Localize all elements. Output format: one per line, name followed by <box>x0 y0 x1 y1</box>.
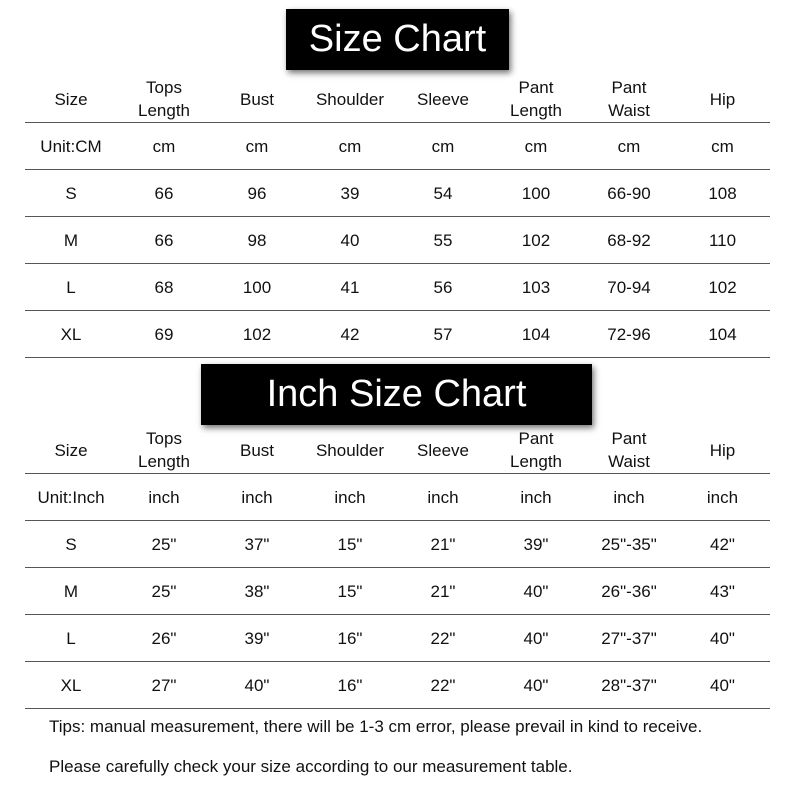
table-cell: 40 <box>303 217 397 264</box>
table-cell: 37" <box>211 521 303 568</box>
column-header <box>489 427 583 474</box>
size-label-cell: L <box>25 615 117 662</box>
table-cell: 42" <box>675 521 770 568</box>
table-cell: inch <box>489 474 583 521</box>
table-cell: 39" <box>489 521 583 568</box>
table-cell: 26"-36" <box>583 568 675 615</box>
size-label-cell: L <box>25 264 117 311</box>
table-cell: 54 <box>397 170 489 217</box>
table-cell: cm <box>583 123 675 170</box>
column-header-line: Hip <box>709 440 736 460</box>
table-cell: 41 <box>303 264 397 311</box>
table-cell: 40" <box>675 662 770 709</box>
size-label-cell: M <box>25 568 117 615</box>
size-label-cell: M <box>25 217 117 264</box>
table-cell: 25" <box>117 568 211 615</box>
table-cell: inch <box>675 474 770 521</box>
table-cell: 38" <box>211 568 303 615</box>
size-chart-inch-table <box>25 427 770 709</box>
table-cell: 104 <box>675 311 770 358</box>
table-cell: inch <box>211 474 303 521</box>
table-cell: inch <box>397 474 489 521</box>
table-cell: cm <box>489 123 583 170</box>
table-cell: cm <box>117 123 211 170</box>
column-header <box>211 427 303 474</box>
column-header <box>583 76 675 123</box>
header-row <box>25 76 770 123</box>
column-header <box>303 76 397 123</box>
size-label-cell: Unit:Inch <box>25 474 117 521</box>
column-header-line: Size <box>54 440 88 460</box>
column-header <box>397 427 489 474</box>
table-cell: 57 <box>397 311 489 358</box>
unit-row <box>25 474 770 521</box>
table-cell: cm <box>211 123 303 170</box>
column-header-line: Waist <box>608 101 650 120</box>
size-label-cell: S <box>25 521 117 568</box>
table-cell: 15" <box>303 568 397 615</box>
check-size-note: Please carefully check your size according to our measurement table. <box>49 757 573 776</box>
size-label-cell: XL <box>25 662 117 709</box>
unit-row <box>25 123 770 170</box>
column-header <box>117 427 211 474</box>
column-header-line: Sleeve <box>417 440 469 460</box>
table-cell: 110 <box>675 217 770 264</box>
table-cell: inch <box>583 474 675 521</box>
column-header-line: Pant <box>518 78 554 97</box>
column-header-line: Shoulder <box>315 89 385 109</box>
column-header-line: Waist <box>608 452 650 471</box>
table-cell: 43" <box>675 568 770 615</box>
table-cell: 27"-37" <box>583 615 675 662</box>
table-row <box>25 521 770 568</box>
table-row <box>25 311 770 358</box>
table-cell: 66 <box>117 170 211 217</box>
table-cell: 72-96 <box>583 311 675 358</box>
column-header <box>211 76 303 123</box>
table-cell: 40" <box>211 662 303 709</box>
table-cell: 39" <box>211 615 303 662</box>
column-header-line: Bust <box>239 440 275 460</box>
table-cell: 104 <box>489 311 583 358</box>
size-chart-title: Size Chart <box>286 9 509 70</box>
table-cell: 22" <box>397 662 489 709</box>
table-cell: 98 <box>211 217 303 264</box>
table-cell: 42 <box>303 311 397 358</box>
table-cell: 102 <box>211 311 303 358</box>
column-header <box>675 76 770 123</box>
column-header <box>397 76 489 123</box>
table-cell: 40" <box>675 615 770 662</box>
table-cell: 21" <box>397 568 489 615</box>
table-row <box>25 264 770 311</box>
column-header <box>25 427 117 474</box>
table-cell: 100 <box>489 170 583 217</box>
column-header <box>583 427 675 474</box>
column-header <box>25 76 117 123</box>
column-header <box>303 427 397 474</box>
table-cell: 108 <box>675 170 770 217</box>
column-header-line: Size <box>54 89 88 109</box>
table-cell: 26" <box>117 615 211 662</box>
table-cell: 40" <box>489 568 583 615</box>
table-cell: 39 <box>303 170 397 217</box>
column-header-line: Pant <box>611 78 647 97</box>
table-cell: cm <box>675 123 770 170</box>
tips-text: Tips: manual measurement, there will be 1-3 cm error, please prevail in kind to receive. <box>49 717 703 736</box>
table-cell: 15" <box>303 521 397 568</box>
table-cell: 25" <box>117 521 211 568</box>
table-cell: 16" <box>303 615 397 662</box>
table-cell: 69 <box>117 311 211 358</box>
table-cell: 25"-35" <box>583 521 675 568</box>
table-row <box>25 217 770 264</box>
table-cell: 16" <box>303 662 397 709</box>
column-header-line: Bust <box>239 89 275 109</box>
header-row <box>25 427 770 474</box>
table-cell: 22" <box>397 615 489 662</box>
column-header-line: Pant <box>518 429 554 448</box>
column-header-line: Tops <box>146 429 182 448</box>
table-cell: 66-90 <box>583 170 675 217</box>
table-cell: 68 <box>117 264 211 311</box>
column-header-line: Length <box>510 101 562 120</box>
table-cell: inch <box>303 474 397 521</box>
column-header-line: Tops <box>146 78 182 97</box>
table-row <box>25 170 770 217</box>
table-row <box>25 615 770 662</box>
table-cell: 28"-37" <box>583 662 675 709</box>
table-cell: 102 <box>675 264 770 311</box>
table-cell: 68-92 <box>583 217 675 264</box>
table-cell: 102 <box>489 217 583 264</box>
size-label-cell: S <box>25 170 117 217</box>
inch-size-chart-title: Inch Size Chart <box>201 364 592 425</box>
size-label-cell: XL <box>25 311 117 358</box>
table-row <box>25 662 770 709</box>
column-header <box>489 76 583 123</box>
table-cell: 40" <box>489 615 583 662</box>
table-cell: 70-94 <box>583 264 675 311</box>
column-header <box>675 427 770 474</box>
size-label-cell: Unit:CM <box>25 123 117 170</box>
column-header-line: Sleeve <box>417 89 469 109</box>
column-header-line: Shoulder <box>315 440 385 460</box>
table-cell: 66 <box>117 217 211 264</box>
table-cell: 103 <box>489 264 583 311</box>
column-header-line: Length <box>138 452 190 471</box>
size-chart-cm-table <box>25 76 770 358</box>
table-cell: cm <box>397 123 489 170</box>
table-cell: 55 <box>397 217 489 264</box>
table-cell: 21" <box>397 521 489 568</box>
column-header-line: Length <box>510 452 562 471</box>
column-header-line: Length <box>138 101 190 120</box>
column-header-line: Hip <box>709 89 736 109</box>
table-cell: 100 <box>211 264 303 311</box>
table-cell: 27" <box>117 662 211 709</box>
column-header-line: Pant <box>611 429 647 448</box>
table-cell: 40" <box>489 662 583 709</box>
table-cell: 96 <box>211 170 303 217</box>
table-row <box>25 568 770 615</box>
column-header <box>117 76 211 123</box>
table-cell: 56 <box>397 264 489 311</box>
table-cell: cm <box>303 123 397 170</box>
table-cell: inch <box>117 474 211 521</box>
